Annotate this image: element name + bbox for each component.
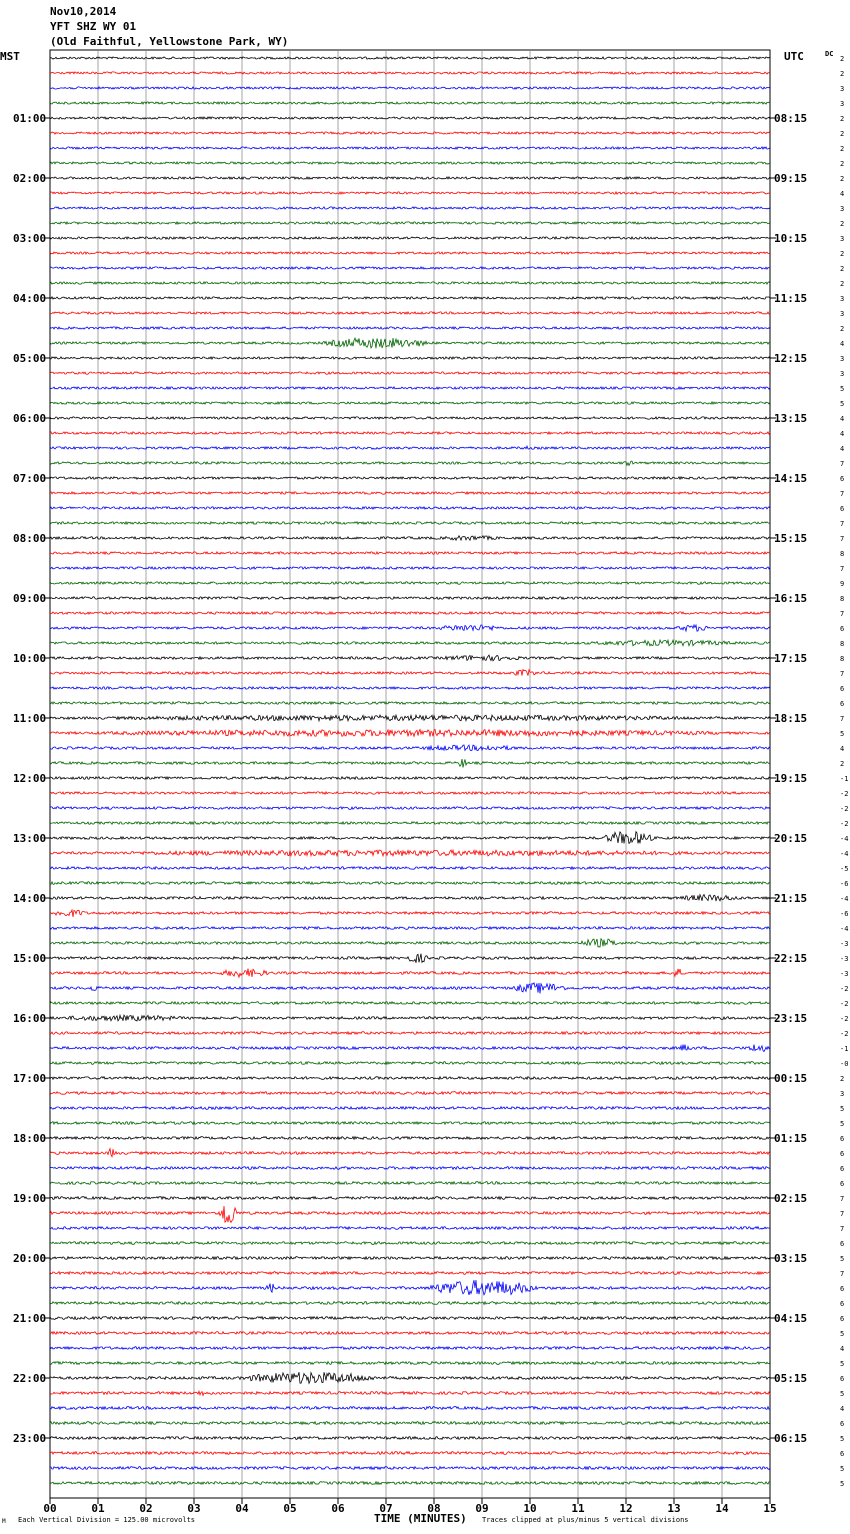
seismic-trace: [50, 895, 770, 901]
dc-offset-label: 2: [840, 175, 845, 183]
utc-hour-label: 05:15: [774, 1372, 808, 1385]
seismic-trace: [50, 867, 770, 870]
dc-offset-label: 2: [840, 115, 845, 123]
seismic-trace: [50, 492, 770, 494]
dc-offset-label: 2: [840, 1075, 845, 1083]
x-tick-label: 09: [475, 1502, 489, 1512]
seismic-trace: [50, 640, 770, 646]
dc-offset-label: 5: [840, 400, 845, 408]
utc-hour-label: 11:15: [774, 292, 808, 305]
utc-axis-label: UTC: [784, 50, 804, 63]
seismic-trace: [50, 670, 770, 676]
utc-hour-label: 09:15: [774, 172, 808, 185]
seismic-trace: [50, 1372, 770, 1383]
dc-offset-label: 6: [840, 685, 845, 693]
dc-offset-label: 4: [840, 745, 845, 753]
utc-hour-label: 19:15: [774, 772, 808, 785]
mst-hour-label: 21:00: [13, 1312, 47, 1325]
seismic-trace: [50, 222, 770, 224]
dc-offset-label: 6: [840, 1180, 845, 1188]
utc-hour-label: 12:15: [774, 352, 808, 365]
seismic-trace: [50, 1302, 770, 1305]
station-label: YFT SHZ WY 01: [50, 20, 137, 33]
dc-offset-label: 6: [840, 1420, 845, 1428]
dc-label: DC: [825, 50, 834, 58]
dc-offset-label: 7: [840, 1225, 845, 1233]
utc-hour-label: 10:15: [774, 232, 808, 245]
seismic-trace: [50, 477, 770, 479]
seismic-trace: [50, 1452, 770, 1455]
seismic-trace: [50, 417, 770, 419]
seismic-trace: [50, 927, 770, 930]
dc-offset-label: 6: [840, 1315, 845, 1323]
seismic-trace: [50, 1149, 770, 1157]
seismic-trace: [50, 102, 770, 104]
dc-offset-label: 7: [840, 1210, 845, 1218]
seismic-trace: [50, 267, 770, 269]
dc-offset-label: -6: [840, 910, 849, 918]
seismic-trace: [50, 597, 770, 599]
seismic-trace: [50, 792, 770, 795]
dc-offset-label: 5: [840, 1330, 845, 1338]
seismic-trace: [50, 1015, 770, 1021]
utc-hour-label: 08:15: [774, 112, 808, 125]
dc-offset-label: 3: [840, 355, 845, 363]
dc-offset-label: -4: [840, 850, 849, 858]
dc-offset-label: 9: [840, 580, 845, 588]
traces: [50, 57, 770, 1485]
utc-hour-label: 16:15: [774, 592, 808, 605]
mst-hour-label: 08:00: [13, 532, 47, 545]
x-tick-label: 01: [91, 1502, 105, 1512]
seismic-trace: [50, 832, 770, 844]
seismic-trace: [50, 850, 770, 856]
seismic-trace: [50, 312, 770, 314]
dc-offset-label: 6: [840, 1450, 845, 1458]
dc-offset-label: -3: [840, 970, 849, 978]
seismic-trace: [50, 625, 770, 631]
dc-offset-label: -4: [840, 895, 849, 903]
seismic-trace: [50, 297, 770, 299]
seismic-trace: [50, 536, 770, 540]
mst-hour-label: 14:00: [13, 892, 47, 905]
seismic-trace: [50, 1122, 770, 1125]
x-tick-label: 05: [283, 1502, 297, 1512]
seismic-trace: [50, 655, 770, 661]
seismic-trace: [50, 117, 770, 119]
seismic-trace: [50, 372, 770, 374]
dc-offset-label: -0: [840, 1060, 849, 1068]
seismic-trace: [50, 252, 770, 254]
x-tick-label: 03: [187, 1502, 201, 1512]
seismic-trace: [50, 237, 770, 239]
footer: [0, 1512, 850, 1532]
dc-offset-label: 6: [840, 1300, 845, 1308]
x-tick-label: 12: [619, 1502, 633, 1512]
dc-offset-label: 5: [840, 1435, 845, 1443]
seismic-trace: [50, 1280, 770, 1295]
dc-offset-label: 5: [840, 1255, 845, 1263]
dc-offset-label: 5: [840, 1480, 845, 1488]
dc-offset-label: 6: [840, 625, 845, 633]
dc-offset-label: 2: [840, 280, 845, 288]
dc-offset-label: 6: [840, 1165, 845, 1173]
utc-hour-label: 04:15: [774, 1312, 808, 1325]
seismic-trace: [50, 954, 770, 963]
utc-hour-label: 22:15: [774, 952, 808, 965]
seismic-trace: [50, 1437, 770, 1440]
seismic-trace: [50, 57, 770, 59]
date-label: Nov10,2014: [50, 5, 117, 18]
dc-offset-label: 7: [840, 1270, 845, 1278]
dc-offset-label: 3: [840, 370, 845, 378]
seismic-trace: [50, 910, 770, 917]
dc-offset-label: 7: [840, 670, 845, 678]
seismic-trace: [50, 72, 770, 74]
dc-offset-label: 7: [840, 460, 845, 468]
x-tick-label: 08: [427, 1502, 441, 1512]
seismic-trace: [50, 87, 770, 89]
seismic-trace: [50, 1467, 770, 1470]
utc-hour-label: 15:15: [774, 532, 808, 545]
x-tick-label: 02: [139, 1502, 153, 1512]
seismic-trace: [50, 552, 770, 554]
seismic-trace: [50, 1362, 770, 1365]
dc-offset-label: -2: [840, 820, 849, 828]
dc-offset-label: -3: [840, 940, 849, 948]
seismic-trace: [50, 807, 770, 810]
utc-hour-label: 14:15: [774, 472, 808, 485]
seismic-trace: [50, 507, 770, 509]
seismic-trace: [50, 1107, 770, 1110]
dc-offset-label: 3: [840, 310, 845, 318]
dc-offset-label: 6: [840, 1375, 845, 1383]
dc-offset-label: 6: [840, 505, 845, 513]
mst-hour-label: 11:00: [13, 712, 47, 725]
dc-offset-label: -5: [840, 865, 849, 873]
mst-hour-label: 17:00: [13, 1072, 47, 1085]
seismic-trace: [50, 1197, 770, 1200]
seismic-trace: [50, 357, 770, 359]
dc-offset-label: 4: [840, 430, 845, 438]
seismic-trace: [50, 1317, 770, 1320]
dc-offset-label: 3: [840, 235, 845, 243]
dc-offset-label: 6: [840, 1240, 845, 1248]
dc-offset-label: 5: [840, 385, 845, 393]
seismic-trace: [50, 1182, 770, 1185]
seismic-trace: [50, 1332, 770, 1335]
mst-hour-label: 18:00: [13, 1132, 47, 1145]
dc-offset-label: -2: [840, 1015, 849, 1023]
seismic-trace: [50, 1272, 770, 1275]
utc-hour-label: 02:15: [774, 1192, 808, 1205]
dc-offset-label: 5: [840, 1360, 845, 1368]
dc-offset-label: 5: [840, 1105, 845, 1113]
dc-offset-label: -3: [840, 955, 849, 963]
seismic-trace: [50, 1391, 770, 1395]
seismic-trace: [50, 1002, 770, 1005]
utc-hour-label: 18:15: [774, 712, 808, 725]
seismic-trace: [50, 1167, 770, 1170]
dc-offset-label: 3: [840, 295, 845, 303]
x-tick-label: 14: [715, 1502, 729, 1512]
utc-hour-label: 20:15: [774, 832, 808, 845]
dc-offset-label: 7: [840, 490, 845, 498]
dc-offset-label: 8: [840, 655, 845, 663]
seismic-trace: [50, 432, 770, 434]
mst-hour-label: 01:00: [13, 112, 47, 125]
dc-offset-label: 3: [840, 205, 845, 213]
x-tick-label: 10: [523, 1502, 537, 1512]
dc-offset-label: 8: [840, 550, 845, 558]
dc-offset-label: 2: [840, 325, 845, 333]
dc-offset-label: -2: [840, 805, 849, 813]
seismic-trace: [50, 402, 770, 404]
dc-offset-label: -1: [840, 775, 849, 783]
location-label: (Old Faithful, Yellowstone Park, WY): [50, 35, 289, 48]
utc-hour-label: 01:15: [774, 1132, 808, 1145]
mst-hour-label: 20:00: [13, 1252, 47, 1265]
dc-offset-label: 5: [840, 730, 845, 738]
seismic-trace: [50, 1045, 770, 1052]
dc-offset-label: 2: [840, 160, 845, 168]
corner-mark: M: [2, 1518, 6, 1525]
x-tick-label: 06: [331, 1502, 345, 1512]
seismic-trace: [50, 177, 770, 179]
seismic-trace: [50, 777, 770, 779]
seismic-trace: [50, 1347, 770, 1350]
dc-offset-label: 2: [840, 220, 845, 228]
dc-offset-label: -4: [840, 835, 849, 843]
mst-hour-label: 07:00: [13, 472, 47, 485]
mst-hour-label: 09:00: [13, 592, 47, 605]
seismic-trace: [50, 1062, 770, 1065]
seismic-trace: [50, 1137, 770, 1140]
seismic-trace: [50, 162, 770, 164]
mst-hour-label: 22:00: [13, 1372, 47, 1385]
dc-offset-label: 5: [840, 1390, 845, 1398]
seismic-trace: [50, 1227, 770, 1230]
seismic-trace: [50, 1032, 770, 1035]
dc-offset-label: 2: [840, 70, 845, 78]
seismic-trace: [50, 582, 770, 584]
dc-offset-label: 7: [840, 610, 845, 618]
mst-axis-label: MST: [0, 50, 20, 63]
dc-offset-label: 6: [840, 1135, 845, 1143]
dc-offset-label: 4: [840, 190, 845, 198]
dc-offset-label: 2: [840, 55, 845, 63]
dc-offset-label: 4: [840, 415, 845, 423]
mst-hour-label: 23:00: [13, 1432, 47, 1445]
seismic-trace: [50, 1077, 770, 1080]
utc-hour-label: 06:15: [774, 1432, 808, 1445]
utc-hour-label: 23:15: [774, 1012, 808, 1025]
seismic-trace: [50, 1407, 770, 1410]
dc-offset-label: -2: [840, 1030, 849, 1038]
dc-offset-label: 8: [840, 640, 845, 648]
utc-hour-label: 00:15: [774, 1072, 808, 1085]
dc-offset-label: -1: [840, 1045, 849, 1053]
x-tick-label: 13: [667, 1502, 681, 1512]
seismic-trace: [50, 338, 770, 348]
mst-hour-label: 16:00: [13, 1012, 47, 1025]
seismic-trace: [50, 147, 770, 149]
seismic-trace: [50, 1206, 770, 1222]
dc-offset-label: 7: [840, 715, 845, 723]
seismic-trace: [50, 687, 770, 689]
dc-offset-label: 6: [840, 475, 845, 483]
dc-offset-label: 2: [840, 265, 845, 273]
dc-offset-label: 2: [840, 145, 845, 153]
scale-note: Each Vertical Division = 125.00 microvolts: [18, 1516, 196, 1524]
dc-offset-label: 4: [840, 340, 845, 348]
x-tick-label: 11: [571, 1502, 585, 1512]
seismic-trace: [50, 207, 770, 209]
seismic-trace: [50, 1482, 770, 1485]
dc-offset-label: 7: [840, 565, 845, 573]
dc-offset-label: 6: [840, 700, 845, 708]
seismic-trace: [50, 1257, 770, 1260]
seismic-trace: [50, 1242, 770, 1245]
dc-offset-label: 5: [840, 1465, 845, 1473]
seismic-trace: [50, 983, 770, 994]
dc-offset-label: -2: [840, 985, 849, 993]
dc-offset-label: 2: [840, 760, 845, 768]
seismic-trace: [50, 939, 770, 947]
utc-hour-label: 21:15: [774, 892, 808, 905]
plot-frame: [50, 50, 770, 1498]
seismic-trace: [50, 567, 770, 569]
x-tick-label: 04: [235, 1502, 249, 1512]
dc-offset-label: 7: [840, 1195, 845, 1203]
dc-offset-label: -2: [840, 1000, 849, 1008]
seismic-trace: [50, 730, 770, 737]
mst-hour-label: 06:00: [13, 412, 47, 425]
mst-hour-label: 19:00: [13, 1192, 47, 1205]
mst-hour-label: 04:00: [13, 292, 47, 305]
dc-offset-label: -4: [840, 925, 849, 933]
seismic-trace: [50, 522, 770, 524]
dc-offset-label: 2: [840, 130, 845, 138]
x-tick-label: 07: [379, 1502, 393, 1512]
utc-hour-label: 17:15: [774, 652, 808, 665]
dc-offset-label: 7: [840, 535, 845, 543]
mst-hour-label: 12:00: [13, 772, 47, 785]
seismic-trace: [50, 702, 770, 704]
seismic-trace: [50, 387, 770, 389]
seismic-trace: [50, 327, 770, 329]
dc-offset-label: 3: [840, 1090, 845, 1098]
mst-hour-label: 15:00: [13, 952, 47, 965]
x-axis-title: TIME (MINUTES): [374, 1512, 467, 1525]
seismic-trace: [50, 446, 770, 449]
mst-hour-label: 02:00: [13, 172, 47, 185]
dc-offset-label: 4: [840, 445, 845, 453]
mst-hour-label: 05:00: [13, 352, 47, 365]
seismic-trace: [50, 282, 770, 284]
seismic-trace: [50, 1092, 770, 1095]
dc-offset-label: 6: [840, 1285, 845, 1293]
dc-offset-label: 7: [840, 520, 845, 528]
clip-note: Traces clipped at plus/minus 5 vertical divisions: [482, 1516, 689, 1524]
seismic-trace: [50, 612, 770, 614]
x-tick-label: 15: [763, 1502, 777, 1512]
utc-hour-label: 03:15: [774, 1252, 808, 1265]
mst-hour-label: 10:00: [13, 652, 47, 665]
utc-hour-label: 13:15: [774, 412, 808, 425]
dc-offset-label: 2: [840, 250, 845, 258]
seismic-trace: [50, 192, 770, 194]
mst-hour-label: 03:00: [13, 232, 47, 245]
dc-offset-label: 3: [840, 100, 845, 108]
seismic-trace: [50, 132, 770, 134]
seismic-trace: [50, 969, 770, 978]
seismic-trace: [50, 745, 770, 751]
dc-offset-label: 4: [840, 1345, 845, 1353]
dc-offset-label: 4: [840, 1405, 845, 1413]
dc-offset-label: 8: [840, 595, 845, 603]
dc-offset-label: 6: [840, 1150, 845, 1158]
seismic-trace: [50, 715, 770, 721]
seismic-trace: [50, 882, 770, 885]
seismic-trace: [50, 822, 770, 825]
seismic-trace: [50, 1422, 770, 1425]
x-tick-label: 00: [43, 1502, 57, 1512]
seismic-trace: [50, 759, 770, 767]
dc-offset-label: 5: [840, 1120, 845, 1128]
dc-offset-label: -6: [840, 880, 849, 888]
seismic-trace: [50, 461, 770, 465]
dc-offset-label: -2: [840, 790, 849, 798]
dc-offset-label: 3: [840, 85, 845, 93]
mst-hour-label: 13:00: [13, 832, 47, 845]
